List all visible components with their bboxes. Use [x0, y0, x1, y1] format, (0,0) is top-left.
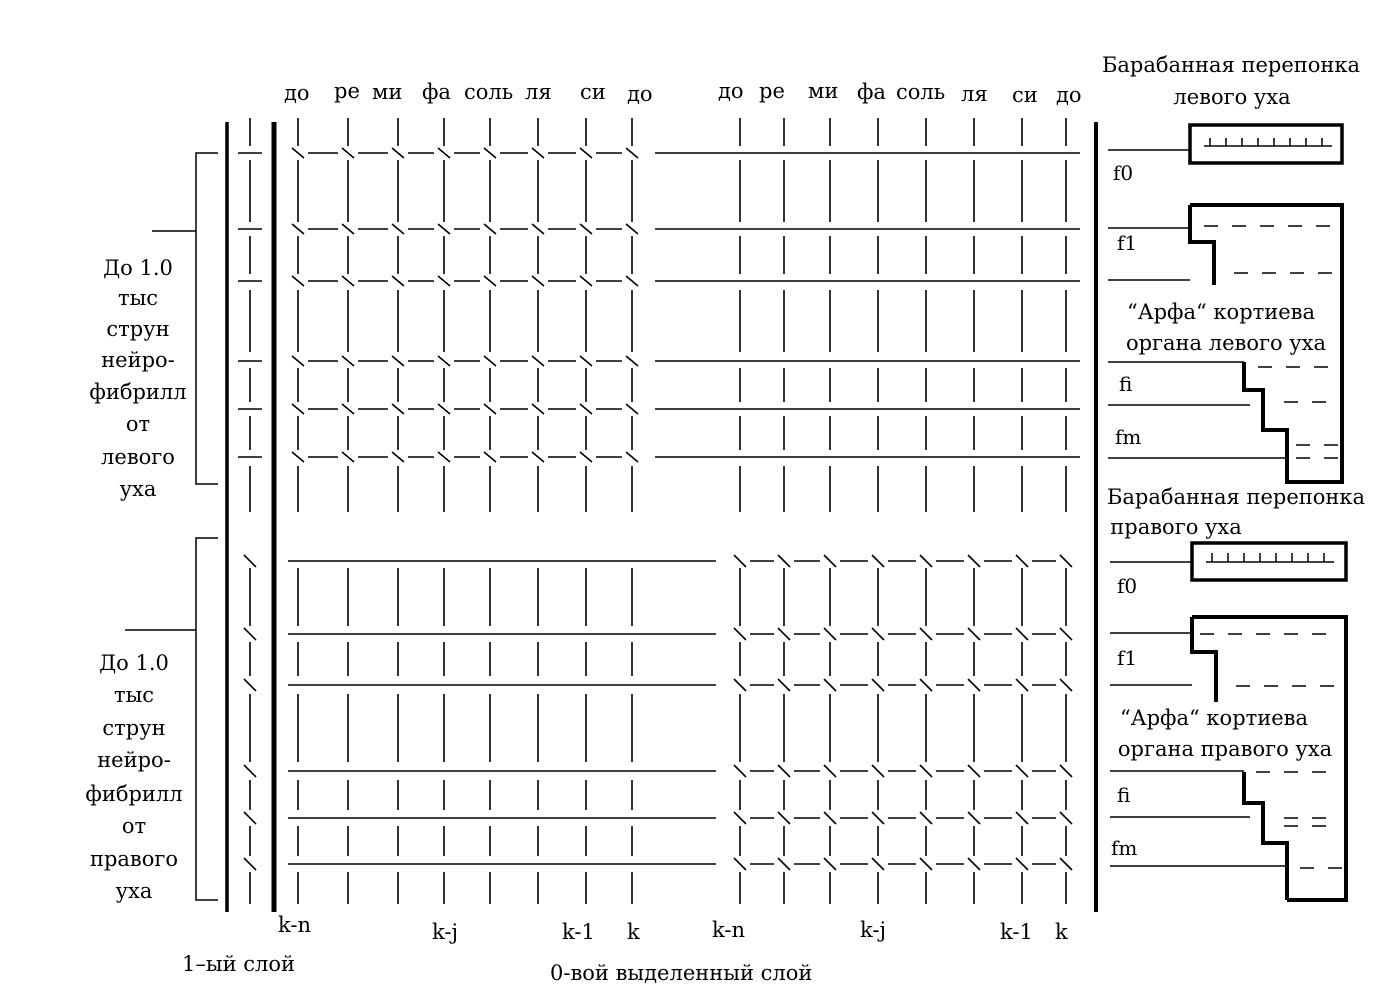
- neuron-grid: [238, 118, 1080, 904]
- note-label: ля: [525, 80, 552, 104]
- diagonal-tick: [580, 356, 592, 366]
- diagonal-tick: [968, 858, 980, 870]
- right-harp-label: “Арфа“ кортиева: [1119, 706, 1309, 730]
- first-layer-label: 1–ый слой: [182, 952, 295, 976]
- right-eardrum-label: Барабанная перепонка: [1106, 485, 1366, 509]
- diagonal-tick: [484, 356, 496, 366]
- left-eardrum-label: левого уха: [1173, 85, 1291, 109]
- diagonal-tick: [292, 356, 304, 366]
- note-label: до: [718, 79, 744, 103]
- diagonal-tick: [734, 812, 746, 824]
- diagonal-tick: [872, 679, 884, 691]
- diagonal-tick: [484, 148, 496, 158]
- left-harp-label: органа левого уха: [1125, 331, 1327, 355]
- diagonal-tick: [824, 812, 836, 824]
- diagonal-tick: [244, 628, 256, 640]
- right-labels: [1102, 53, 1365, 761]
- k-label: k-n: [712, 918, 745, 942]
- note-label: ре: [334, 79, 360, 103]
- diagonal-tick: [484, 276, 496, 286]
- side-label: струн: [106, 317, 170, 341]
- diagonal-tick: [1060, 765, 1072, 777]
- diagonal-tick: [1016, 858, 1028, 870]
- side-label: тыс: [117, 286, 159, 310]
- note-label: си: [1012, 83, 1038, 107]
- left-eardrum-label: Барабанная перепонка: [1101, 53, 1361, 77]
- diagonal-tick: [342, 452, 354, 462]
- note-label: фа: [422, 80, 451, 104]
- diagonal-tick: [734, 679, 746, 691]
- diagonal-tick: [872, 812, 884, 824]
- freq-label: f0: [1117, 574, 1138, 598]
- thick-bars: [227, 122, 1096, 912]
- diagonal-tick: [438, 224, 450, 234]
- left-eardrum-box: [1190, 125, 1342, 163]
- diagonal-tick: [824, 765, 836, 777]
- diagonal-tick: [532, 224, 544, 234]
- freq-label: fm: [1115, 425, 1142, 449]
- diagonal-tick: [1016, 628, 1028, 640]
- k-label: k-j: [432, 920, 458, 944]
- diagonal-tick: [1016, 679, 1028, 691]
- note-label: соль: [464, 80, 514, 104]
- diagonal-tick: [244, 858, 256, 870]
- diagonal-tick: [778, 812, 790, 824]
- right-structures: [1108, 125, 1346, 900]
- freq-label: fi: [1119, 372, 1133, 396]
- diagonal-tick: [244, 555, 256, 567]
- note-label: ми: [372, 80, 403, 104]
- note-label: до: [627, 82, 653, 106]
- freq-label: fm: [1111, 836, 1138, 860]
- diagonal-tick: [392, 148, 404, 158]
- k-label: k: [1055, 920, 1068, 944]
- k-label: k-j: [860, 918, 886, 942]
- diagonal-tick: [734, 858, 746, 870]
- diagonal-tick: [778, 765, 790, 777]
- diagonal-tick: [968, 812, 980, 824]
- diagonal-tick: [872, 628, 884, 640]
- diagonal-tick: [342, 224, 354, 234]
- diagonal-tick: [920, 765, 932, 777]
- diagonal-tick: [342, 404, 354, 414]
- zero-layer-label: 0-вой выделенный слой: [550, 961, 813, 985]
- diagonal-tick: [626, 276, 638, 286]
- top-notes-group1: [284, 79, 653, 106]
- diagonal-tick: [342, 148, 354, 158]
- diagonal-tick: [920, 679, 932, 691]
- diagonal-tick: [626, 224, 638, 234]
- diagonal-tick: [626, 404, 638, 414]
- diagonal-tick: [778, 858, 790, 870]
- diagonal-tick: [292, 404, 304, 414]
- side-label: правого: [89, 847, 179, 871]
- diagonal-tick: [342, 356, 354, 366]
- side-label: фибрилл: [89, 380, 187, 404]
- side-label: До 1.0: [99, 651, 169, 675]
- side-label: фибрилл: [85, 782, 183, 806]
- right-harp-label: органа правого уха: [1117, 737, 1333, 761]
- diagonal-tick: [824, 628, 836, 640]
- diagonal-tick: [968, 628, 980, 640]
- freq-label: f0: [1113, 161, 1134, 185]
- diagonal-tick: [580, 224, 592, 234]
- diagonal-tick: [392, 404, 404, 414]
- diagonal-tick: [438, 148, 450, 158]
- k-label: k-n: [278, 913, 311, 937]
- side-label: нейро-: [97, 748, 171, 772]
- diagonal-tick: [626, 148, 638, 158]
- diagonal-tick: [392, 452, 404, 462]
- side-label: струн: [102, 716, 166, 740]
- diagonal-tick: [1060, 812, 1072, 824]
- note-label: до: [284, 81, 310, 105]
- diagonal-tick: [532, 356, 544, 366]
- side-label: левого: [101, 445, 175, 469]
- diagonal-tick: [778, 628, 790, 640]
- diagonal-tick: [532, 452, 544, 462]
- diagonal-tick: [438, 276, 450, 286]
- side-label: уха: [119, 477, 157, 501]
- diagonal-tick: [872, 765, 884, 777]
- diagonal-tick: [920, 858, 932, 870]
- diagonal-tick: [1060, 555, 1072, 567]
- diagonal-tick: [1060, 858, 1072, 870]
- side-label: До 1.0: [103, 256, 173, 280]
- right-eardrum-label: правого уха: [1110, 515, 1242, 539]
- note-label: фа: [857, 80, 886, 104]
- note-label: ре: [759, 79, 785, 103]
- diagonal-tick: [920, 628, 932, 640]
- diagonal-tick: [824, 679, 836, 691]
- diagonal-tick: [778, 555, 790, 567]
- freq-label: fi: [1117, 783, 1131, 807]
- diagonal-tick: [734, 628, 746, 640]
- freq-label: f1: [1117, 646, 1138, 670]
- diagonal-tick: [244, 765, 256, 777]
- diagonal-tick: [968, 679, 980, 691]
- diagonal-tick: [1016, 812, 1028, 824]
- diagonal-tick: [626, 452, 638, 462]
- freq-label: f1: [1117, 231, 1138, 255]
- diagonal-tick: [484, 224, 496, 234]
- note-label: си: [580, 80, 606, 104]
- diagonal-tick: [824, 858, 836, 870]
- diagonal-tick: [580, 148, 592, 158]
- note-label: ля: [961, 82, 988, 106]
- diagonal-tick: [1060, 628, 1072, 640]
- diagonal-tick: [734, 555, 746, 567]
- diagonal-tick: [438, 452, 450, 462]
- diagonal-tick: [1016, 765, 1028, 777]
- left-lower-text: [85, 651, 182, 903]
- diagonal-tick: [1060, 679, 1072, 691]
- top-notes-group2: [718, 79, 1082, 107]
- note-label: ми: [808, 79, 839, 103]
- diagonal-tick: [244, 679, 256, 691]
- diagonal-tick: [342, 276, 354, 286]
- bottom-labels: [182, 913, 1068, 985]
- diagonal-tick: [438, 356, 450, 366]
- diagonal-tick: [484, 404, 496, 414]
- k-label: k-1: [562, 920, 595, 944]
- diagonal-tick: [920, 555, 932, 567]
- diagonal-tick: [392, 356, 404, 366]
- left-harp-label: “Арфа“ кортиева: [1126, 300, 1316, 324]
- side-label: от: [125, 412, 151, 436]
- diagonal-tick: [1016, 555, 1028, 567]
- diagonal-tick: [244, 812, 256, 824]
- note-label: до: [1056, 83, 1082, 107]
- diagonal-tick: [392, 276, 404, 286]
- note-label: соль: [896, 80, 946, 104]
- diagonal-tick: [824, 555, 836, 567]
- diagonal-tick: [734, 765, 746, 777]
- diagonal-tick: [626, 356, 638, 366]
- side-label: от: [121, 814, 147, 838]
- side-label: уха: [115, 879, 153, 903]
- diagonal-tick: [532, 404, 544, 414]
- side-label: нейро-: [101, 348, 175, 372]
- diagonal-tick: [920, 812, 932, 824]
- left-upper-text: [89, 256, 186, 501]
- diagonal-tick: [532, 148, 544, 158]
- diagonal-tick: [484, 452, 496, 462]
- diagonal-tick: [392, 224, 404, 234]
- diagonal-tick: [968, 765, 980, 777]
- diagonal-tick: [580, 404, 592, 414]
- side-label: тыс: [113, 683, 155, 707]
- diagonal-tick: [580, 276, 592, 286]
- diagonal-tick: [438, 404, 450, 414]
- diagonal-tick: [968, 555, 980, 567]
- diagonal-tick: [292, 452, 304, 462]
- diagonal-tick: [292, 224, 304, 234]
- diagonal-tick: [872, 555, 884, 567]
- diagonal-tick: [872, 858, 884, 870]
- diagonal-tick: [292, 276, 304, 286]
- k-label: k: [627, 920, 640, 944]
- diagonal-tick: [532, 276, 544, 286]
- k-label: k-1: [1000, 920, 1033, 944]
- diagonal-tick: [580, 452, 592, 462]
- diagonal-tick: [292, 148, 304, 158]
- diagonal-tick: [778, 679, 790, 691]
